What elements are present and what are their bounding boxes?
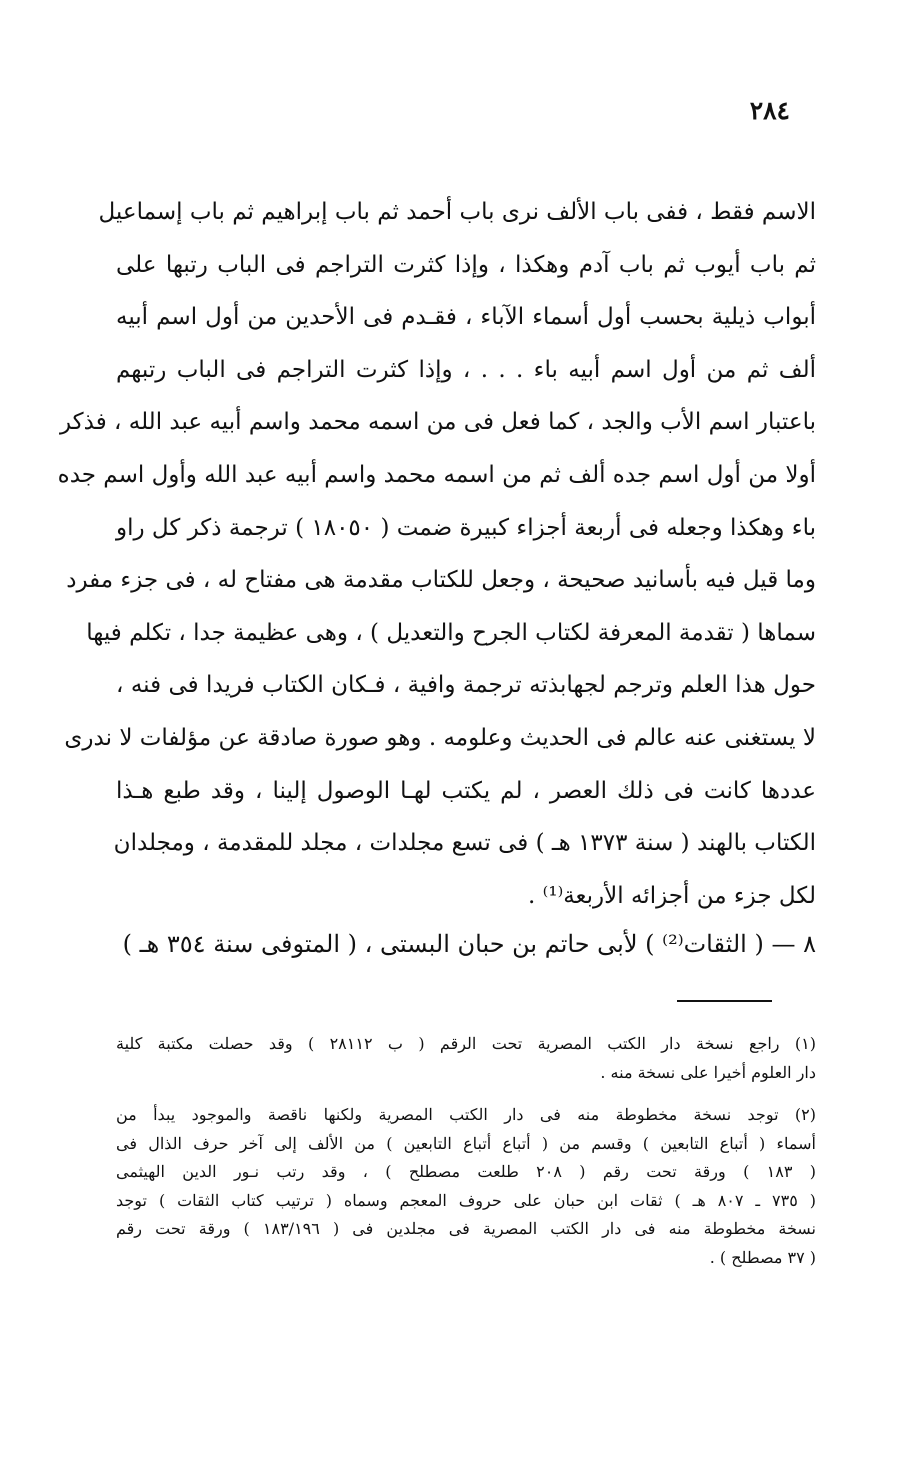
- footnote-line: نسخة مخطوطة منه فى دار الكتب المصرية فى مجلدين فى ( ١٨٣/١٩٦ ) ورقة تحت رقم: [116, 1219, 817, 1238]
- paragraph-line: عددها كانت فى ذلك العصر ، لم يكتب لهـا الوصول إلينا ، وقد طبع هـذا: [116, 777, 816, 804]
- paragraph-line: سماها ( تقدمة المعرفة لكتاب الجرح والتعديل ) ، وهى عظيمة جدا ، تكلم فيها: [86, 619, 816, 646]
- footnote-separator: [677, 1000, 772, 1002]
- main-paragraph: [57, 186, 816, 922]
- footnote-line: ( ٧٣٥ ـ ٨٠٧ هـ ) ثقات ابن حبان على حروف المعجم وسماه ( ترتيب كتاب الثقات ) توجد: [116, 1190, 817, 1210]
- paragraph-line: حول هذا العلم وترجم لجهابذته ترجمة وافية ، فـكان الكتاب فريدا فى فنه ،: [116, 672, 816, 699]
- paragraph-line: باء وهكذا وجعله فى أربعة أجزاء كبيرة ضمت ( ١٨٠٥٠ ) ترجمة ذكر كل راو: [116, 514, 816, 541]
- footnote-line: (٢) توجد نسخة مخطوطة منه فى دار الكتب المصرية ولكنها ناقصة والموجود يبدأ من: [116, 1105, 816, 1124]
- footnote-gap: [116, 1087, 816, 1101]
- paragraph-line: أولا من أول اسم جده ألف ثم من اسمه محمد واسم أبيه عبد الله وأول اسم جده: [57, 461, 816, 488]
- footnote-2: [116, 1101, 816, 1272]
- page-number: ٢٨٤: [749, 96, 790, 125]
- footnotes: [116, 1030, 816, 1272]
- paragraph-line: لا يستغنى عنه عالم فى الحديث وعلومه . وهو صورة صادقة عن مؤلفات لا ندرى: [64, 724, 816, 751]
- paragraph-line: لكل جزء من أجزائه الأربعة⁽¹⁾ .: [528, 882, 816, 909]
- footnote-line: دار العلوم أخيرا على نسخة منه .: [600, 1062, 816, 1082]
- footnote-line: ( ٣٧ مصطلح ) .: [709, 1247, 816, 1267]
- paragraph-line: الكتاب بالهند ( سنة ١٣٧٣ هـ ) فى تسع مجلدات ، مجلد للمقدمة ، ومجلدان: [113, 830, 816, 857]
- paragraph-line: ثم باب أيوب ثم باب آدم وهكذا ، وإذا كثرت التراجم فى الباب رتبها على: [116, 251, 816, 278]
- item-heading: ٨ — ( الثقات⁽²⁾ ) لأبى حاتم بن حبان البستى ، ( المتوفى سنة ٣٥٤ هـ ): [122, 930, 816, 958]
- paragraph-line: وما قيل فيه بأسانيد صحيحة ، وجعل للكتاب مقدمة هى مفتاح له ، فى جزء مفرد: [66, 567, 816, 594]
- footnote-line: ( ١٨٣ ) ورقة تحت رقم ( ٢٠٨ طلعت مصطلح ) ، وقد رتب نـور الدين الهيثمى: [116, 1162, 817, 1181]
- footnote-line: (١) راجع نسخة دار الكتب المصرية تحت الرقم ( ب ٢٨١١٢ ) وقد حصلت مكتبة كلية: [116, 1034, 816, 1053]
- paragraph-line: ألف ثم من أول اسم أبيه باء . . . ، وإذا كثرت التراجم فى الباب رتبهم: [116, 356, 816, 383]
- footnote-line: أسماء ( أتباع التابعين ) وقسم من ( أتباع أتباع التابعين ) من الألف إلى آخر حرف الذال فى: [116, 1133, 816, 1153]
- paragraph-line: الاسم فقط ، ففى باب الألف نرى باب أحمد ثم باب إبراهيم ثم باب إسماعيل: [98, 199, 816, 225]
- paragraph-line: باعتبار اسم الأب والجد ، كما فعل فى من اسمه محمد واسم أبيه عبد الله ، فذكر: [59, 409, 816, 436]
- paragraph-line: أبواب ذيلية بحسب أول أسماء الآباء ، فقـدم فى الأحدين من أول اسم أبيه: [116, 304, 816, 331]
- footnote-1: [116, 1030, 816, 1087]
